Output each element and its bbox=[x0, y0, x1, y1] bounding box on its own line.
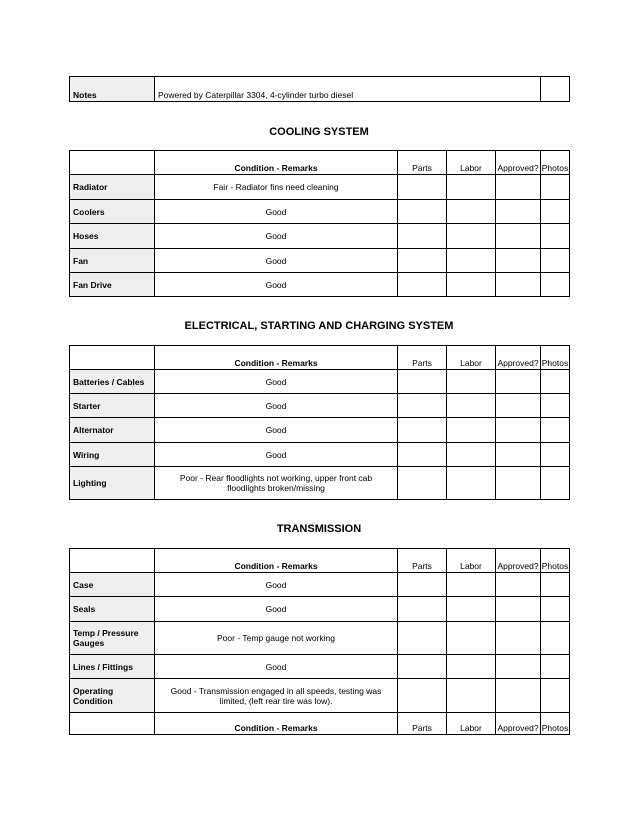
header-approved: Approved? bbox=[496, 549, 541, 573]
table-row bbox=[70, 418, 570, 443]
table-row bbox=[70, 597, 570, 622]
row-label: Hoses bbox=[70, 224, 155, 249]
cooling-section-title: COOLING SYSTEM bbox=[269, 126, 369, 138]
row-remark: Good bbox=[155, 249, 398, 273]
row-label: Starter bbox=[70, 394, 155, 418]
row-remark: Good bbox=[155, 597, 398, 622]
table-row bbox=[70, 443, 570, 467]
notes-table bbox=[69, 76, 570, 102]
labor-cell bbox=[447, 443, 496, 467]
photos-cell bbox=[541, 418, 570, 443]
header-photos: Photos bbox=[541, 151, 570, 175]
approved-cell bbox=[496, 224, 541, 249]
notes-value: Powered by Caterpillar 3304, 4-cylinder turbo diesel bbox=[155, 77, 541, 102]
photos-cell bbox=[541, 679, 570, 713]
labor-cell bbox=[447, 597, 496, 622]
parts-cell bbox=[398, 443, 447, 467]
header-condition: Condition - Remarks bbox=[155, 151, 398, 175]
row-label: Wiring bbox=[70, 443, 155, 467]
header-parts: Parts bbox=[398, 346, 447, 370]
row-label: Case bbox=[70, 573, 155, 597]
notes-label: Notes bbox=[70, 77, 155, 102]
header-condition: Condition - Remarks bbox=[155, 713, 398, 735]
row-remark: Good bbox=[155, 370, 398, 394]
header-labor: Labor bbox=[447, 713, 496, 735]
row-remark: Good bbox=[155, 273, 398, 297]
approved-cell bbox=[496, 200, 541, 224]
table-row bbox=[70, 622, 570, 655]
labor-cell bbox=[447, 679, 496, 713]
header-condition: Condition - Remarks bbox=[155, 346, 398, 370]
table-row bbox=[70, 370, 570, 394]
header-parts: Parts bbox=[398, 549, 447, 573]
row-label: Alternator bbox=[70, 418, 155, 443]
labor-cell bbox=[447, 200, 496, 224]
parts-cell bbox=[398, 224, 447, 249]
transmission-table bbox=[69, 548, 570, 735]
labor-cell bbox=[447, 655, 496, 679]
photos-cell bbox=[541, 443, 570, 467]
photos-cell bbox=[541, 200, 570, 224]
row-label: Operating Condition bbox=[70, 679, 155, 713]
labor-cell bbox=[447, 273, 496, 297]
photos-cell bbox=[541, 249, 570, 273]
approved-cell bbox=[496, 370, 541, 394]
header-condition: Condition - Remarks bbox=[155, 549, 398, 573]
row-remark: Good bbox=[155, 394, 398, 418]
photos-cell bbox=[541, 655, 570, 679]
parts-cell bbox=[398, 418, 447, 443]
approved-cell bbox=[496, 443, 541, 467]
parts-cell bbox=[398, 467, 447, 500]
labor-cell bbox=[447, 418, 496, 443]
labor-cell bbox=[447, 394, 496, 418]
labor-cell bbox=[447, 622, 496, 655]
row-label: Temp / Pressure Gauges bbox=[70, 622, 155, 655]
row-label: Radiator bbox=[70, 175, 155, 200]
row-label: Fan Drive bbox=[70, 273, 155, 297]
parts-cell bbox=[398, 370, 447, 394]
approved-cell bbox=[496, 573, 541, 597]
row-remark: Fair - Radiator fins need cleaning bbox=[155, 175, 398, 200]
table-row bbox=[70, 467, 570, 500]
transmission-section-title: TRANSMISSION bbox=[276, 523, 362, 535]
table-row bbox=[70, 200, 570, 224]
electrical-header-row bbox=[70, 346, 570, 370]
parts-cell bbox=[398, 573, 447, 597]
next-section-header-row bbox=[70, 713, 570, 735]
photos-cell bbox=[541, 467, 570, 500]
header-labor: Labor bbox=[447, 346, 496, 370]
photos-cell bbox=[541, 273, 570, 297]
table-row bbox=[70, 224, 570, 249]
header-approved: Approved? bbox=[496, 713, 541, 735]
parts-cell bbox=[398, 249, 447, 273]
photos-cell bbox=[541, 370, 570, 394]
header-photos: Photos bbox=[541, 549, 570, 573]
labor-cell bbox=[447, 370, 496, 394]
approved-cell bbox=[496, 467, 541, 500]
row-remark: Poor - Rear floodlights not working, upper front cab floodlights broken/missing bbox=[155, 467, 398, 500]
photos-cell bbox=[541, 224, 570, 249]
approved-cell bbox=[496, 418, 541, 443]
photos-cell bbox=[541, 622, 570, 655]
transmission-header-row bbox=[70, 549, 570, 573]
row-label: Fan bbox=[70, 249, 155, 273]
row-label: Coolers bbox=[70, 200, 155, 224]
parts-cell bbox=[398, 597, 447, 622]
table-row bbox=[70, 655, 570, 679]
photos-cell bbox=[541, 175, 570, 200]
approved-cell bbox=[496, 622, 541, 655]
cooling-header-row bbox=[70, 151, 570, 175]
header-parts: Parts bbox=[398, 713, 447, 735]
row-remark: Good bbox=[155, 418, 398, 443]
row-label: Batteries / Cables bbox=[70, 370, 155, 394]
cooling-table bbox=[69, 150, 570, 297]
parts-cell bbox=[398, 175, 447, 200]
header-approved: Approved? bbox=[496, 151, 541, 175]
labor-cell bbox=[447, 224, 496, 249]
parts-cell bbox=[398, 622, 447, 655]
row-label: Lighting bbox=[70, 467, 155, 500]
labor-cell bbox=[447, 467, 496, 500]
labor-cell bbox=[447, 249, 496, 273]
table-row bbox=[70, 394, 570, 418]
parts-cell bbox=[398, 655, 447, 679]
parts-cell bbox=[398, 273, 447, 297]
row-label: Lines / Fittings bbox=[70, 655, 155, 679]
row-remark: Good bbox=[155, 573, 398, 597]
header-photos: Photos bbox=[541, 713, 570, 735]
header-photos: Photos bbox=[541, 346, 570, 370]
header-labor: Labor bbox=[447, 151, 496, 175]
approved-cell bbox=[496, 273, 541, 297]
row-remark: Good bbox=[155, 200, 398, 224]
labor-cell bbox=[447, 175, 496, 200]
electrical-table bbox=[69, 345, 570, 500]
parts-cell bbox=[398, 679, 447, 713]
row-remark: Good bbox=[155, 443, 398, 467]
table-row bbox=[70, 573, 570, 597]
approved-cell bbox=[496, 655, 541, 679]
header-approved: Approved? bbox=[496, 346, 541, 370]
photos-cell bbox=[541, 573, 570, 597]
electrical-section-title: ELECTRICAL, STARTING AND CHARGING SYSTEM bbox=[184, 320, 454, 332]
table-row bbox=[70, 175, 570, 200]
approved-cell bbox=[496, 175, 541, 200]
photos-cell bbox=[541, 394, 570, 418]
photos-cell bbox=[541, 597, 570, 622]
row-remark: Good bbox=[155, 655, 398, 679]
labor-cell bbox=[447, 573, 496, 597]
row-label: Seals bbox=[70, 597, 155, 622]
header-labor: Labor bbox=[447, 549, 496, 573]
approved-cell bbox=[496, 597, 541, 622]
approved-cell bbox=[496, 394, 541, 418]
approved-cell bbox=[496, 249, 541, 273]
table-row bbox=[70, 249, 570, 273]
row-remark: Good bbox=[155, 224, 398, 249]
parts-cell bbox=[398, 394, 447, 418]
table-row bbox=[70, 273, 570, 297]
table-row bbox=[70, 679, 570, 713]
approved-cell bbox=[496, 679, 541, 713]
header-parts: Parts bbox=[398, 151, 447, 175]
parts-cell bbox=[398, 200, 447, 224]
row-remark: Good - Transmission engaged in all speeds, testing was limited, (left rear tire was low). bbox=[155, 679, 398, 713]
notes-extra-cell bbox=[541, 77, 570, 102]
row-remark: Poor - Temp gauge not working bbox=[155, 622, 398, 655]
